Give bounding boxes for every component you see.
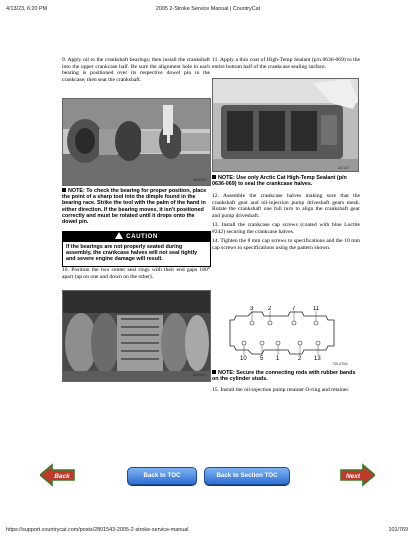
torque-label-bottom-4: 2 [298,356,302,360]
right-steps-block [212,193,360,251]
torque-pattern-diagram [228,306,343,360]
crankcase-sealant-photo [212,78,359,172]
back-arrow-button[interactable] [40,463,76,492]
print-page-title: 2005 2-Stroke Service Manual | CountryCat [155,6,261,12]
right-note2-block [212,370,360,382]
back-to-section-toc-button[interactable]: Back to Section TOC [204,467,290,485]
torque-label-top-2: 2 [268,306,272,312]
right-step15-block [212,387,360,394]
back-to-toc-button[interactable]: Back to TOC [127,467,197,485]
torque-label-bottom-2: 5 [260,356,264,360]
left-note-block [62,188,210,225]
rods-note [212,370,360,382]
diagram-caption: 735-470A [332,362,348,366]
step-10: 10. Position the two center seal rings with their end gaps 180° apart (up on one and down on the other). [62,267,210,280]
back-label: Back [54,473,70,480]
crankshaft-bearing-photo [62,98,211,186]
bearing-note-text: NOTE: To check the bearing for proper position, place the point of a sharp tool into the dimple found in the bearing race. Strike the tool with the palm of the hand in either direction. If the bearing moves, it isn't positioned correctly and must be rotated until it drops onto the dowel pin. [62,188,207,226]
warning-icon [115,232,123,239]
photo3-caption: AO137 [338,166,350,170]
step-12: 12. Assemble the crankcase halves making sure that the crankshaft gear and oil-injection pump driveshaft gears mesh. Rotate the crankshaft one full turn to align the crankshaft gear and pump driveshaft. [212,193,360,219]
seal-rings-photo [62,290,211,382]
rods-note-text: NOTE: Secure the connecting rods with rubber bands on the cylinder studs. [212,370,356,383]
torque-label-top-4: 11 [313,306,320,312]
step-13: 13. Install the crankcase cap screws (coated with blue Loctite #242) securing the crankcase halves. [212,222,360,235]
photo1-caption: AN331D [193,178,207,182]
torque-label-top-1: 3 [250,306,254,312]
caution-title: CAUTION [126,233,158,240]
caution-header [63,232,210,242]
step-9: 9. Apply oil to the crankshaft bearings; then install the crankshaft into the upper crankcase half. Be sure the alignment hole in each bearing is positioned over its respective dowel pin in the crankcase; then seat the crankshaft. [62,57,210,83]
sealant-note [212,175,360,187]
torque-label-top-3: 7 [292,306,296,312]
crankshaft-bearing-image [63,99,210,185]
print-url: https://support.countrycat.com/posts/2801543-2005-2-stroke-service-manual [6,527,189,533]
torque-label-bottom-1: 10 [240,356,247,360]
torque-label-bottom-5: 13 [314,356,321,360]
print-datetime: 4/13/23, 6:20 PM [6,6,48,12]
bearing-note [62,188,210,225]
back-arrow-icon [40,463,76,487]
print-page-count: 101/769 [388,527,408,533]
crankcase-sealant-image [213,79,358,171]
photo2-caption: AN069D [193,373,207,377]
left-step10-block [62,267,210,280]
next-label: Next [345,473,361,480]
caution-box [62,231,211,267]
right-note1-block [212,175,360,187]
next-arrow-icon [339,463,375,487]
step-14: 14. Tighten the 8 mm cap screws to specifications and the 10 mm cap screws to specifications using the pattern shown. [212,238,360,251]
sealant-note-text: NOTE: Use only Arctic Cat High-Temp Sealant (p/n 0636-069) to seal the crankcase halves. [212,175,347,188]
seal-rings-image [63,291,210,381]
next-arrow-button[interactable] [339,463,375,492]
step-11: 11. Apply a thin coat of High-Temp Sealant (p/n 0636-069) to the entire bottom half of the crankcase sealing surface. [212,57,360,70]
torque-label-bottom-3: 1 [276,356,280,360]
right-column [212,57,360,70]
step-15: 15. Install the oil-injection pump retainer O-ring and retainer. [212,387,350,393]
left-column [62,57,210,83]
crankcase-outline-drawing [228,306,343,360]
caution-text: If the bearings are not properly seated during assembly, the crankcase halves will not seal tightly and severe engine damage will result. [66,244,198,263]
